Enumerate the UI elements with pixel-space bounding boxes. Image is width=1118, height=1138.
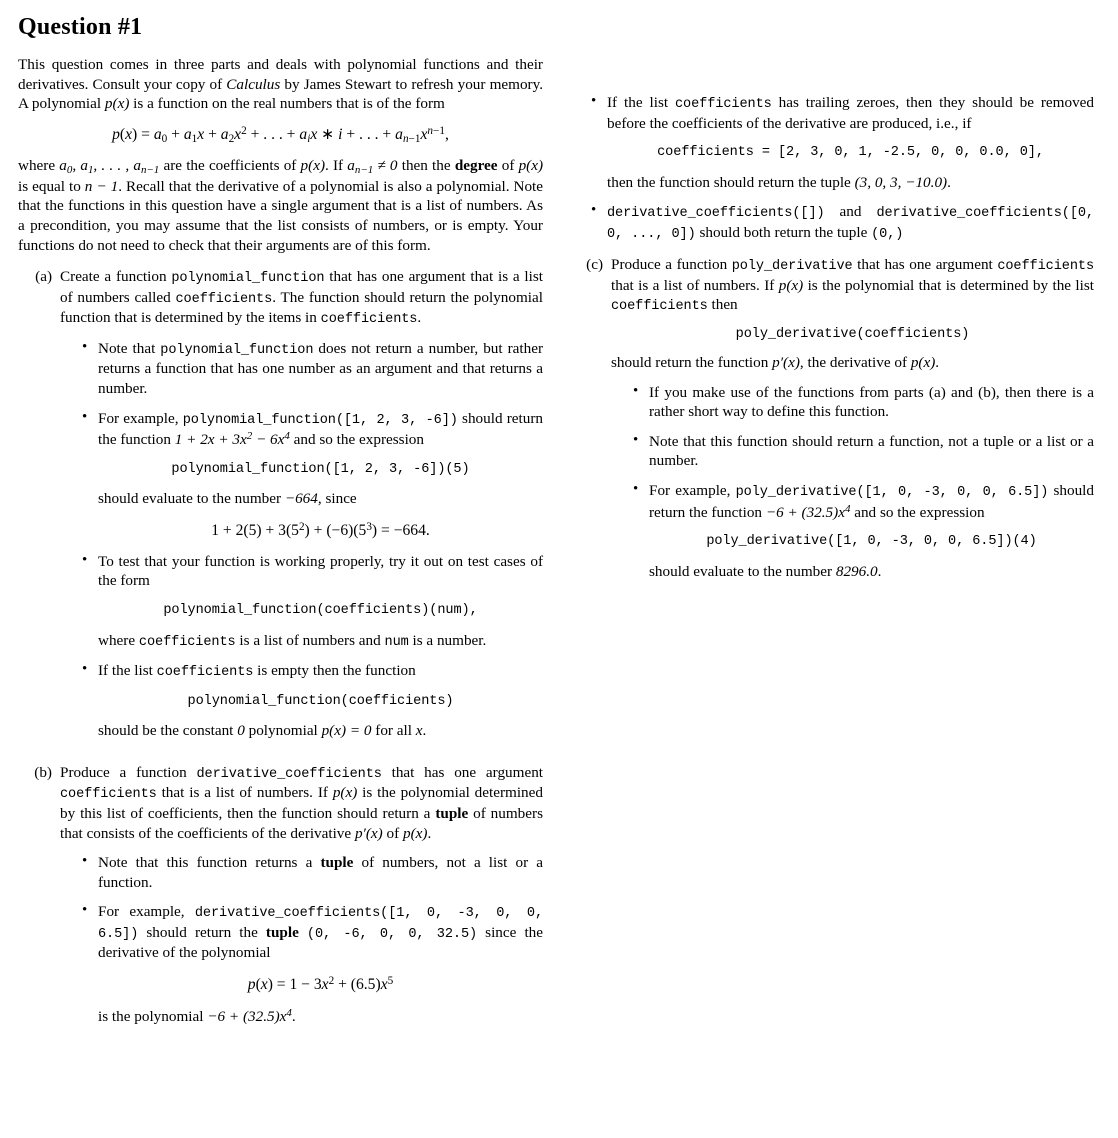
a-b2-call: polynomial_function([1, 2, 3, -6]) [182, 412, 458, 428]
a-b4-display-call: polynomial_function(coefficients) [187, 693, 454, 709]
part-b-bullet-list [60, 853, 543, 1027]
part-c-display-call: poly_derivative(coefficients) [735, 327, 970, 343]
a-b1-text-b: does not return a number, but rather returns a function that has one number as an argument and that returns a number. [98, 339, 544, 397]
part-c-text-8: . [935, 354, 940, 372]
intro-text-b: by James Stewart to refresh your memory. A polynomial [18, 75, 543, 113]
c-b3-text-c: and so the expression [850, 503, 985, 521]
a-b2-text-a: For example, [98, 409, 183, 427]
part-b-body [60, 763, 543, 1037]
intro-paragraph-1 [18, 55, 543, 114]
b-b1-bold: tuple [320, 854, 354, 872]
part-b-text-3: that is a list of numbers. If [156, 784, 333, 802]
intro2-text-d: then the [397, 156, 455, 174]
rb2-call-1: derivative_coefficients([]) [607, 206, 825, 222]
part-c-body [611, 255, 1094, 591]
part-a-text-2: that has one argument that is a list of numbers called [60, 268, 544, 306]
a-b2-expr: $1 + 2x + 3x^2 - 6x^4$ [174, 430, 290, 448]
intro2-text-e: of [497, 156, 519, 174]
part-b-label: (b) [34, 763, 52, 781]
a-b2-text-c: and so the expression [289, 430, 424, 448]
a-b4-coefficients: coefficients [156, 665, 254, 681]
intro-paragraph-2: where $a_0$, $a_1$, . . . , $a_{n-1}$ are the coefficients of p(x). If $a_{n-1} \ne 0$ then the degree of p(x) is equal to n − 1. Recall that the derivative of a polynomial is also a polynomial. Note that the functions in this question have a single argument that is a list of numbers. As a precondition, you may assume that the list consists of numbers, or is empty. Your functions do not need to check that their arguments are of this form. [18, 156, 544, 254]
part-b-bullet-3 [591, 93, 1094, 192]
a-b2-equation: $1 + 2(5) + 3(5^2) + (-6)(5^3) = -664$. [211, 520, 430, 539]
b-b2-text-c: since the derivative of the polynomial [98, 923, 543, 962]
part-b-text-4: is the polynomial determined by this list of coefficients, then the function should return a [60, 784, 543, 822]
part-b-paragraph: Produce a function derivative_coefficients that has one argument coefficients that is a list of numbers. If p(x) is the polynomial determined by this list of coefficients, then the function should return a tuple of numbers that consists of the coefficients of the derivative p′(x) of p(x). [60, 763, 544, 842]
a-b4-text-f: . [422, 722, 427, 740]
coefficients-arg-name: coefficients [175, 291, 273, 307]
part-a-bullet-2 [82, 409, 543, 541]
rb1-text-d: . [947, 173, 951, 191]
a-b4-text-e: for all [371, 722, 416, 740]
rb1-return-line: then the function should return the tuple (3, 0, 3, −10.0). [607, 173, 951, 191]
rb1-text-a: If the list [607, 94, 675, 111]
rb1-text-c: then the function should return the tuple [607, 173, 855, 191]
part-c-text-4: is the polynomial that is determined by the list [803, 276, 1094, 294]
b-b2-text-e: . [291, 1008, 296, 1026]
coefficients-arg-name-2: coefficients [320, 312, 418, 328]
part-c-text-5: then [707, 296, 738, 314]
part-c-return-line: should return the function p′(x), the derivative of p(x). [611, 354, 940, 372]
rb1-display-assignment: coefficients = [2, 3, 0, 1, -2.5, 0, 0, 0.0, 0], [657, 145, 1044, 161]
p-of-x-inline: p(x) [104, 95, 130, 113]
a-b3-text-a: To test that your function is working properly, try it out on test cases of the form [98, 552, 543, 590]
part-c-label: (c) [586, 256, 603, 274]
b-b2-result-line [98, 1006, 543, 1027]
part-a [18, 267, 543, 751]
part-a-body [60, 267, 543, 751]
rb1-text-b: has trailing zeroes, then they should be removed before the coefficients of the derivative are produced, i.e., if [607, 94, 1094, 132]
c-b3-text-a: For example, [649, 482, 736, 500]
part-c-bullet-1: • If you make use of the functions from parts (a) and (b), then there is a rather short way to define this function. [633, 383, 1094, 422]
left-column [18, 55, 543, 1037]
part-b-bullet-4 [591, 202, 1094, 243]
right-column [569, 55, 1094, 591]
polynomial-general-formula: $p(x) = a_0 + a_1x + a_2x^2$ + . . . + $a_ix$ ∗ i + . . . + $a_{n-1}x^{n-1}$, [112, 124, 449, 145]
part-b-bullet-2 [82, 902, 543, 1026]
part-c-arg-name: coefficients [997, 259, 1095, 275]
rb1-coefficients: coefficients [675, 97, 772, 112]
a-b4-text-c: should be the constant [98, 722, 238, 740]
part-c-text-7: , the derivative of [799, 354, 911, 372]
page-title: Question #1 [18, 14, 143, 40]
part-c-bullet-list [611, 383, 1094, 582]
intro-text-a: This question comes in three parts and deals with polynomial functions and their derivatives. Consult your copy of [18, 56, 543, 93]
a-b3-text-b: where [98, 631, 139, 649]
intro-text-c: is a function on the real numbers that is of the form [129, 95, 445, 113]
part-a-text-3: . The function should return the polynomial function that is determined by the items in [60, 288, 543, 327]
polynomial-function-name: polynomial_function [171, 271, 325, 287]
derivative-coefficients-name: derivative_coefficients [196, 766, 382, 782]
a-b2-display-call: polynomial_function([1, 2, 3, -6])(5) [171, 461, 470, 477]
part-b-text-6: of [382, 824, 403, 842]
part-a-paragraph [60, 267, 543, 329]
poly-derivative-name: poly_derivative [731, 259, 853, 275]
a-b4-equation: p(x) = 0 [321, 722, 372, 740]
c-b3-text-b: should return the function [649, 482, 1094, 521]
part-c-text-2: that has one argument [852, 256, 998, 274]
c-b3-call: poly_derivative([1, 0, -3, 0, 0, 6.5]) [735, 485, 1049, 501]
part-a-bullet-1 [82, 339, 543, 399]
b-b2-call: derivative_coefficients([1, 0, -3, 0, 0, 6.5]) [98, 906, 543, 942]
a-b2-text-b: should return the function [98, 409, 543, 448]
part-b-bullet-list-continued [569, 93, 1094, 243]
part-b-text-2: that has one argument [381, 763, 544, 781]
part-b-text-1: Produce a function [60, 763, 197, 781]
part-b-text-5: of numbers that consists of the coefficients of the derivative [60, 804, 543, 842]
a-b4-text-d: polynomial [244, 722, 322, 740]
part-a-bullet-list [60, 339, 543, 741]
a-b3-text-d: is a number. [408, 631, 487, 649]
c-b3-display-call: poly_derivative([1, 0, -3, 0, 0, 6.5])(4) [706, 534, 1037, 550]
two-column-body [18, 55, 1100, 1037]
b-b2-tuple: (0, -6, 0, 0, 32.5) [306, 926, 478, 942]
a-b4-zero: 0 [237, 722, 245, 740]
a-b1-fn: polynomial_function [160, 342, 314, 358]
part-b-bullet-1 [82, 853, 543, 892]
c-b3-text-d: should evaluate to the number [649, 562, 836, 580]
intro2-text-a: where [18, 156, 60, 174]
part-b-arg-name: coefficients [60, 787, 157, 803]
a-b1-text-a: Note that [98, 339, 161, 357]
b-b1-text-a: Note that this function returns a [98, 854, 321, 872]
a-b2-eval-line [98, 489, 543, 509]
intro2-text-b: are the coefficients of [159, 156, 301, 174]
part-c [569, 255, 1094, 591]
a-b4-constant-line [98, 721, 543, 741]
b-b2-bold: tuple [265, 923, 299, 941]
part-a-label: (a) [35, 268, 52, 286]
part-b-text-7: . [427, 824, 432, 842]
c-b3-text-e: . [877, 562, 882, 580]
c-b3-expr: $-6 + (32.5)x^4$ [765, 502, 851, 521]
c-b3-value: 8296.0 [835, 562, 878, 580]
b-b2-text-b: should return the [138, 923, 266, 941]
part-c-text-1: Produce a function [611, 256, 732, 274]
a-b3-num: num [384, 634, 409, 650]
rb2-call-2: derivative_coefficients([0, 0, ..., 0]) [607, 206, 1094, 242]
a-b4-x: x [415, 722, 423, 740]
part-a-text-1: Create a function [60, 268, 172, 286]
part-b-tuple-bold: tuple [435, 804, 469, 822]
intro2-text-c: . If [325, 156, 348, 174]
b-b2-text-a: For example, [98, 903, 195, 921]
c-b3-eval-line [649, 562, 1094, 582]
part-c-paragraph: Produce a function poly_derivative that has one argument coefficients that is a list of numbers. If p(x) is the polynomial that is determined by the list coefficients then [611, 256, 1095, 315]
a-b2-text-e: , since [317, 490, 357, 508]
part-c-bullet-3 [633, 481, 1094, 581]
part-c-arg-name-2: coefficients [611, 299, 708, 315]
degree-term: degree [454, 156, 498, 174]
rb2-tuple: (0,) [871, 226, 904, 242]
b-b2-equation: $p(x) = 1 - 3x^2 + (6.5)x^5$ [247, 975, 394, 994]
a-b2-text-d: should evaluate to the number [98, 490, 285, 508]
b-b2-text-d: is the polynomial [98, 1008, 208, 1026]
b-b2-result: $-6 + (32.5)x^4$ [207, 1007, 292, 1026]
b-b1-text-b: of numbers, not a list or a function. [98, 854, 543, 891]
part-c-text-6: should return the function [611, 354, 773, 372]
intro2-text-f: is equal to [18, 177, 85, 195]
part-a-bullet-4 [82, 661, 543, 741]
a-b3-coefficients: coefficients [138, 634, 236, 650]
part-a-bullet-3 [82, 552, 543, 651]
part-a-text-4: . [417, 309, 422, 327]
a-b3-text-c: is a list of numbers and [235, 631, 385, 649]
calculus-book-title: Calculus [226, 75, 281, 93]
intro2-text-g: . Recall that the derivative of a polynomial is also a polynomial. Note that the functions in this question have a single argument that is a list of numbers. As a precondition, you may assume that the list consists of numbers, or is empty. Your functions do not need to check that their arguments are of this form. [18, 177, 543, 254]
part-c-bullet-2: • Note that this function should return a function, not a tuple or a list or a number. [633, 432, 1094, 471]
rb2-text-d: should both return the tuple [695, 223, 872, 241]
rb2-text-b: and [824, 203, 877, 221]
a-b3-where-line [98, 631, 543, 652]
a-b4-text-a: If the list [98, 662, 157, 680]
part-b [18, 763, 543, 1037]
a-b3-display-call: polynomial_function(coefficients)(num), [163, 603, 478, 619]
coefficient-list-symbols: $a_0$, $a_1$, . . . , $a_{n-1}$ [59, 156, 160, 176]
part-c-text-3: that is a list of numbers. If [611, 276, 779, 294]
a-b2-value: −664 [284, 490, 318, 508]
a-b4-text-b: is empty then the function [253, 662, 416, 680]
